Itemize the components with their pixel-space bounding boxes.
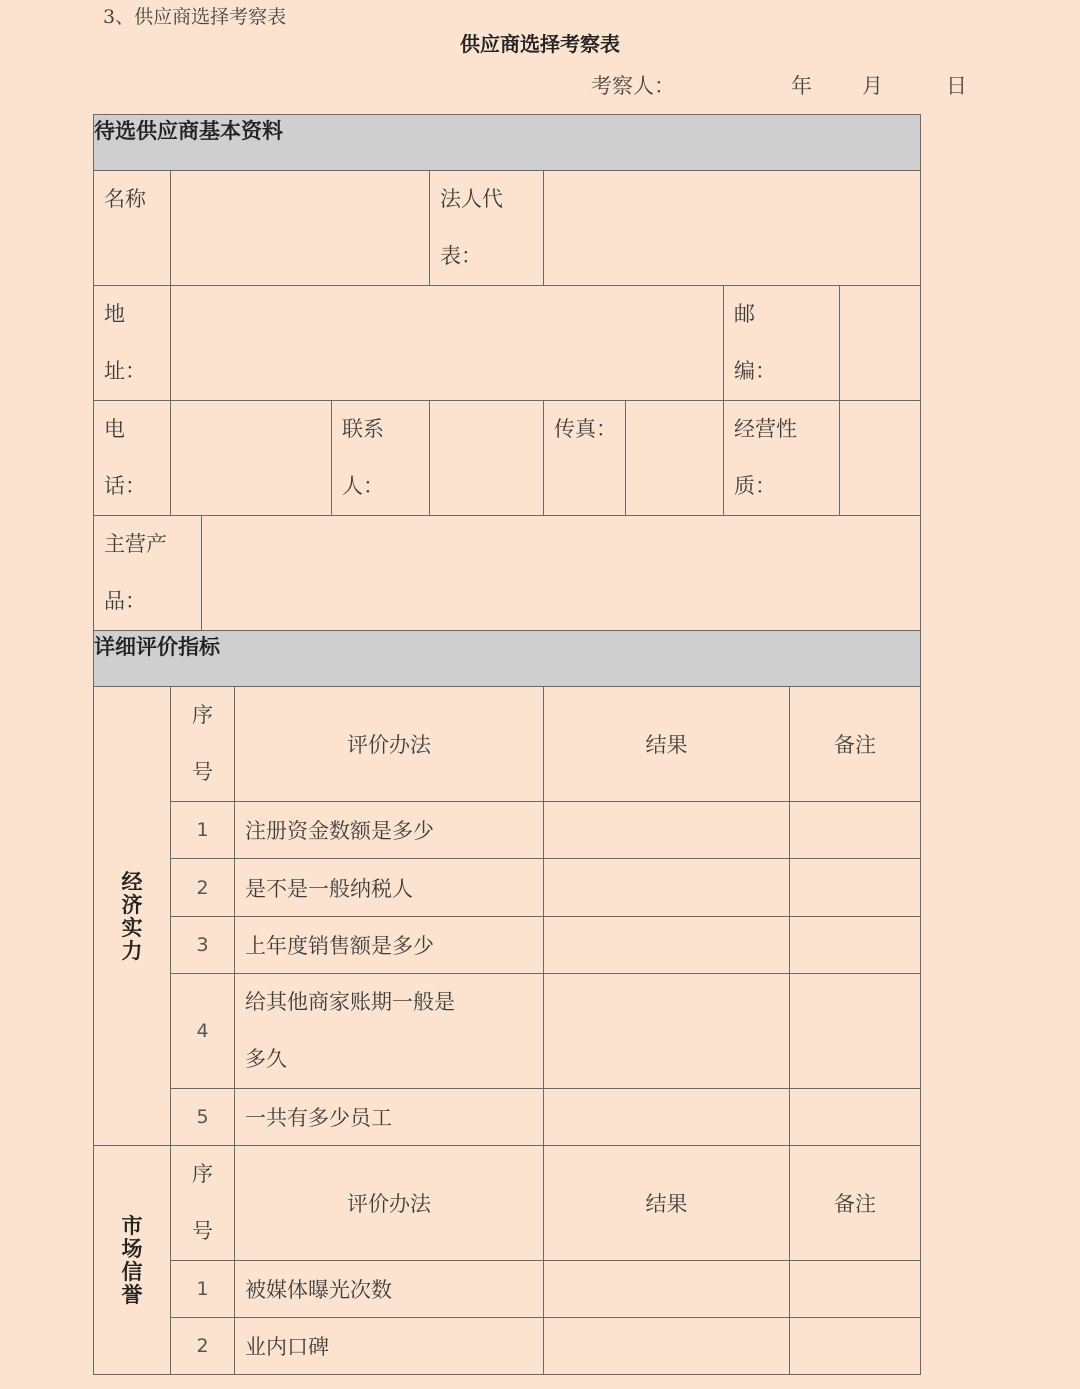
result-header: 结果 — [544, 687, 790, 802]
method-text: 业内口碑 — [235, 1318, 544, 1375]
postcode-value[interactable] — [840, 286, 921, 401]
postcode-label: 邮 编： — [724, 286, 840, 401]
result-cell[interactable] — [544, 974, 790, 1089]
remark-cell[interactable] — [790, 974, 921, 1089]
business-nature-value[interactable] — [840, 401, 921, 516]
basic-info-header: 待选供应商基本资料 — [94, 115, 921, 171]
year-label: 年 — [791, 74, 812, 98]
method-header: 评价办法 — [235, 1146, 544, 1261]
result-cell[interactable] — [544, 1089, 790, 1146]
result-header: 结果 — [544, 1146, 790, 1261]
phone-label: 电 话： — [94, 401, 171, 516]
result-cell[interactable] — [544, 1261, 790, 1318]
business-nature-label: 经营性 质： — [724, 401, 840, 516]
method-text: 被媒体曝光次数 — [235, 1261, 544, 1318]
section-heading: 3、供应商选择考察表 — [103, 6, 287, 28]
table-row — [94, 802, 921, 859]
detail-eval-header: 详细评价指标 — [94, 631, 921, 687]
row-number: 2 — [171, 1318, 235, 1375]
fax-label: 传真： — [544, 401, 626, 516]
remark-cell[interactable] — [790, 1261, 921, 1318]
result-cell[interactable] — [544, 859, 790, 917]
remark-cell[interactable] — [790, 917, 921, 974]
row-number: 3 — [171, 917, 235, 974]
supplier-table — [93, 114, 921, 1375]
remark-cell[interactable] — [790, 859, 921, 917]
method-text: 是不是一般纳税人 — [235, 859, 544, 917]
row-number: 5 — [171, 1089, 235, 1146]
method-header: 评价办法 — [235, 687, 544, 802]
row-number: 1 — [171, 802, 235, 859]
method-text: 给其他商家账期一般是 多久 — [235, 974, 544, 1089]
result-cell[interactable] — [544, 1318, 790, 1375]
contact-value[interactable] — [430, 401, 544, 516]
seq-header: 序 号 — [171, 687, 235, 802]
name-label: 名称 — [94, 171, 171, 286]
table-row — [94, 917, 921, 974]
address-value[interactable] — [171, 286, 724, 401]
address-label: 地 址： — [94, 286, 171, 401]
category-economic: 经 济 实 力 — [94, 687, 171, 1146]
inspector-label: 考察人： — [591, 74, 675, 98]
remark-header: 备注 — [790, 687, 921, 802]
seq-header: 序 号 — [171, 1146, 235, 1261]
phone-value[interactable] — [171, 401, 332, 516]
remark-cell[interactable] — [790, 1318, 921, 1375]
legal-rep-value[interactable] — [544, 171, 921, 286]
table-row — [94, 1261, 921, 1318]
category-market-reputation: 市 场 信 誉 — [94, 1146, 171, 1375]
row-number: 1 — [171, 1261, 235, 1318]
remark-header: 备注 — [790, 1146, 921, 1261]
row-number: 4 — [171, 974, 235, 1089]
name-value[interactable] — [171, 171, 430, 286]
table-row — [94, 859, 921, 917]
table-row — [94, 1318, 921, 1375]
row-number: 2 — [171, 859, 235, 917]
table-row — [94, 1089, 921, 1146]
result-cell[interactable] — [544, 802, 790, 859]
page-title: 供应商选择考察表 — [460, 32, 620, 56]
method-text: 上年度销售额是多少 — [235, 917, 544, 974]
month-label: 月 — [862, 74, 883, 98]
contact-label: 联系 人： — [332, 401, 430, 516]
legal-rep-label: 法人代 表： — [430, 171, 544, 286]
remark-cell[interactable] — [790, 802, 921, 859]
fax-value[interactable] — [626, 401, 724, 516]
main-products-label: 主营产 品： — [94, 516, 202, 631]
day-label: 日 — [946, 74, 967, 98]
method-text: 一共有多少员工 — [235, 1089, 544, 1146]
remark-cell[interactable] — [790, 1089, 921, 1146]
result-cell[interactable] — [544, 917, 790, 974]
table-row — [94, 974, 921, 1089]
method-text: 注册资金数额是多少 — [235, 802, 544, 859]
main-products-value[interactable] — [202, 516, 921, 631]
